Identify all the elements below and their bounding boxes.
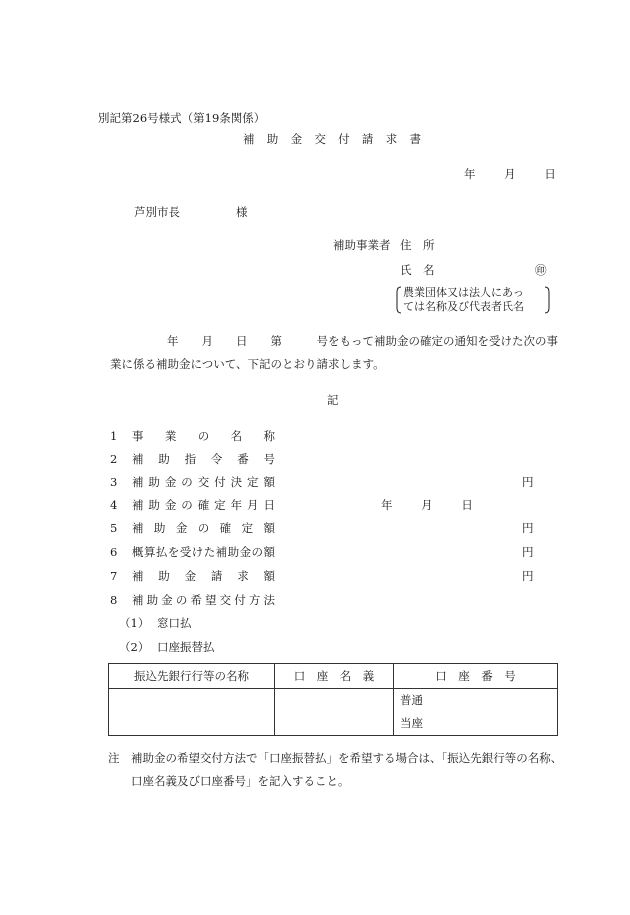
method-label: 口座振替払 [156, 640, 215, 654]
date-line [464, 166, 556, 182]
item-label: 事業の名称 [132, 429, 275, 443]
item-date-day: 日 [461, 498, 473, 512]
list-item [110, 497, 275, 513]
item-label: 補助金の希望交付方法 [132, 593, 275, 607]
body-line-2: 業に係る補助金について、下記のとおり請求します。 [110, 357, 385, 371]
right-bracket [544, 286, 550, 314]
list-item [110, 451, 275, 467]
address-label: 住 所 [400, 238, 435, 252]
table-header-row [109, 664, 558, 689]
item-label: 補助金の確定額 [132, 521, 275, 535]
method-number: （1） [119, 616, 150, 630]
item-date-year: 年 [381, 498, 393, 512]
item-label: 補助金の交付決定額 [132, 475, 275, 489]
method-number: （2） [119, 640, 150, 654]
list-item [110, 428, 275, 444]
form-id: 別記第26号様式（第19条関係） [98, 111, 266, 125]
list-item [110, 592, 275, 608]
item-date-month: 月 [421, 498, 433, 512]
item-unit: 円 [522, 475, 534, 489]
item-number: 8 [110, 593, 118, 607]
organization-note [396, 286, 556, 314]
note-line-2: ては名称及び代表者氏名 [403, 300, 524, 313]
list-item [110, 474, 275, 490]
note-line-2: 口座名義及び口座番号」を記入すること。 [131, 774, 350, 788]
addressee-honorific: 様 [236, 205, 248, 219]
account-type-ordinary: 普通 [400, 693, 423, 707]
item-number: 1 [110, 429, 118, 443]
date-day: 日 [544, 167, 556, 181]
item-number: 3 [110, 475, 118, 489]
addressee-name: 芦別市長 [134, 205, 180, 219]
item-date [381, 497, 473, 513]
note-line-1: 農業団体又は法人にあっ [403, 286, 524, 299]
method-label: 窓口払 [156, 616, 192, 630]
item-label: 補助金の確定年月日 [132, 498, 275, 512]
list-item [110, 568, 275, 584]
seal-mark: ㊞ [535, 263, 547, 277]
item-number: 7 [110, 569, 118, 583]
item-label: 補助金請求額 [132, 569, 275, 583]
account-holder-cell[interactable] [275, 689, 394, 736]
date-month: 月 [504, 167, 516, 181]
name-label: 氏 名 [400, 263, 435, 277]
table-row [109, 689, 558, 736]
item-number: 2 [110, 452, 118, 466]
item-label: 補助指令番号 [132, 452, 275, 466]
item-unit: 円 [522, 545, 534, 559]
method-item [119, 639, 214, 655]
item-number: 6 [110, 545, 118, 559]
date-year: 年 [464, 167, 476, 181]
list-item [110, 544, 275, 560]
item-number: 4 [110, 498, 118, 512]
item-label: 概算払を受けた補助金の額 [132, 545, 275, 559]
note-line-1: 注 補助金の希望交付方法で「口座振替払」を希望する場合は、「振込先銀行等の名称、 [108, 751, 563, 765]
ki-heading: 記 [327, 393, 339, 407]
applicant-role: 補助事業者 [333, 238, 391, 252]
item-unit: 円 [522, 521, 534, 535]
header-account-holder: 口 座 名 義 [275, 664, 394, 689]
method-item [119, 615, 191, 631]
header-bank-name: 振込先銀行行等の名称 [109, 664, 275, 689]
header-account-number: 口 座 番 号 [394, 664, 558, 689]
account-type-current: 当座 [400, 716, 423, 730]
bank-name-cell[interactable] [109, 689, 275, 736]
body-line-1: 年 月 日 第 号をもって補助金の確定の通知を受けた次の事 [167, 334, 558, 348]
item-unit: 円 [522, 569, 534, 583]
account-number-cell[interactable] [394, 689, 558, 736]
bank-account-table [108, 663, 558, 736]
list-item [110, 520, 275, 536]
document-title: 補 助 金 交 付 請 求 書 [243, 132, 423, 146]
item-number: 5 [110, 521, 118, 535]
left-bracket [396, 286, 402, 314]
